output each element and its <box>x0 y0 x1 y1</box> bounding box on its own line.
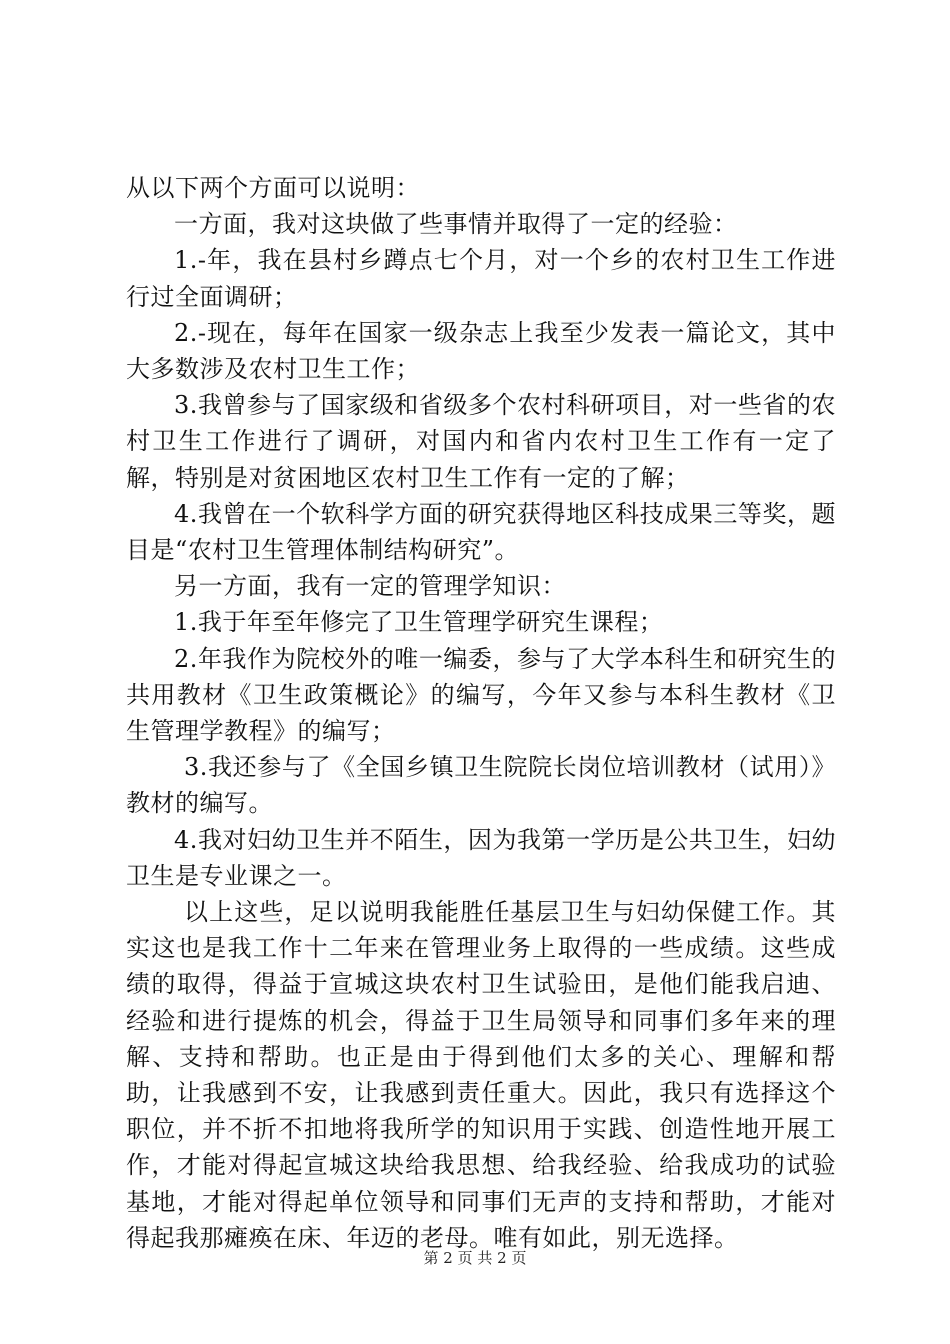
paragraph-aspect-two-item-2: 2.年我作为院校外的唯一编委，参与了大学本科生和研究生的共用教材《卫生政策概论》的编写，今年又参与本科生教材《卫生管理学教程》的编写； <box>126 644 836 746</box>
paragraph-aspect-one: 一方面，我对这块做了些事情并取得了一定的经验： <box>174 210 738 239</box>
paragraph-aspect-one-item-2: 2.-现在，每年在国家一级杂志上我至少发表一篇论文，其中大多数涉及农村卫生工作； <box>126 318 836 384</box>
paragraph-aspect-two: 另一方面，我有一定的管理学知识： <box>174 572 566 601</box>
paragraph-aspect-one-item-1: 1.-年，我在县村乡蹲点七个月，对一个乡的农村卫生工作进行过全面调研； <box>126 246 836 311</box>
paragraph-aspect-two-item-4: 4.我对妇幼卫生并不陌生，因为我第一学历是公共卫生，妇幼卫生是专业课之一。 <box>126 825 836 890</box>
paragraph-aspect-one-item-4: 4.我曾在一个软科学方面的研究获得地区科技成果三等奖，题目是“农村卫生管理体制结构研究”。 <box>126 499 836 565</box>
document-body <box>126 170 836 1256</box>
paragraph-aspect-two-item-1: 1.我于年至年修完了卫生管理学研究生课程； <box>174 608 664 637</box>
page-number-footer: 第 2 页 共 2 页 <box>423 1249 527 1267</box>
paragraph-aspect-two-item-3: 3.我还参与了《全国乡镇卫生院院长岗位培训教材（试用）》教材的编写。 <box>126 753 836 818</box>
paragraph-aspect-one-item-3: 3.我曾参与了国家级和省级多个农村科研项目，对一些省的农村卫生工作进行了调研，对国内和省内农村卫生工作有一定了解，特别是对贫困地区农村卫生工作有一定的了解； <box>126 391 836 492</box>
paragraph-intro: 从以下两个方面可以说明： <box>126 174 420 202</box>
paragraph-conclusion: 以上这些，足以说明我能胜任基层卫生与妇幼保健工作。其实这也是我工作十二年来在管理业务上取得的一些成绩。这些成绩的取得，得益于宣城这块农村卫生试验田，是他们能我启迪、经验和进行提炼的机会，得益于卫生局领导和同事们多年来的理解、支持和帮助。也正是由于得到他们太多的关心、理解和帮助，让我感到不安，让我感到责任重大。因此，我只有选择这个职位，并不折不扣地将我所学的知识用于实践、创造性地开展工作，才能对得起宣城这块给我思想、给我经验、给我成功的试验基地，才能对得起单位领导和同事们无声的支持和帮助，才能对得起我那瘫痪在床、年迈的老母。唯有如此，别无选择。 <box>126 898 836 1252</box>
